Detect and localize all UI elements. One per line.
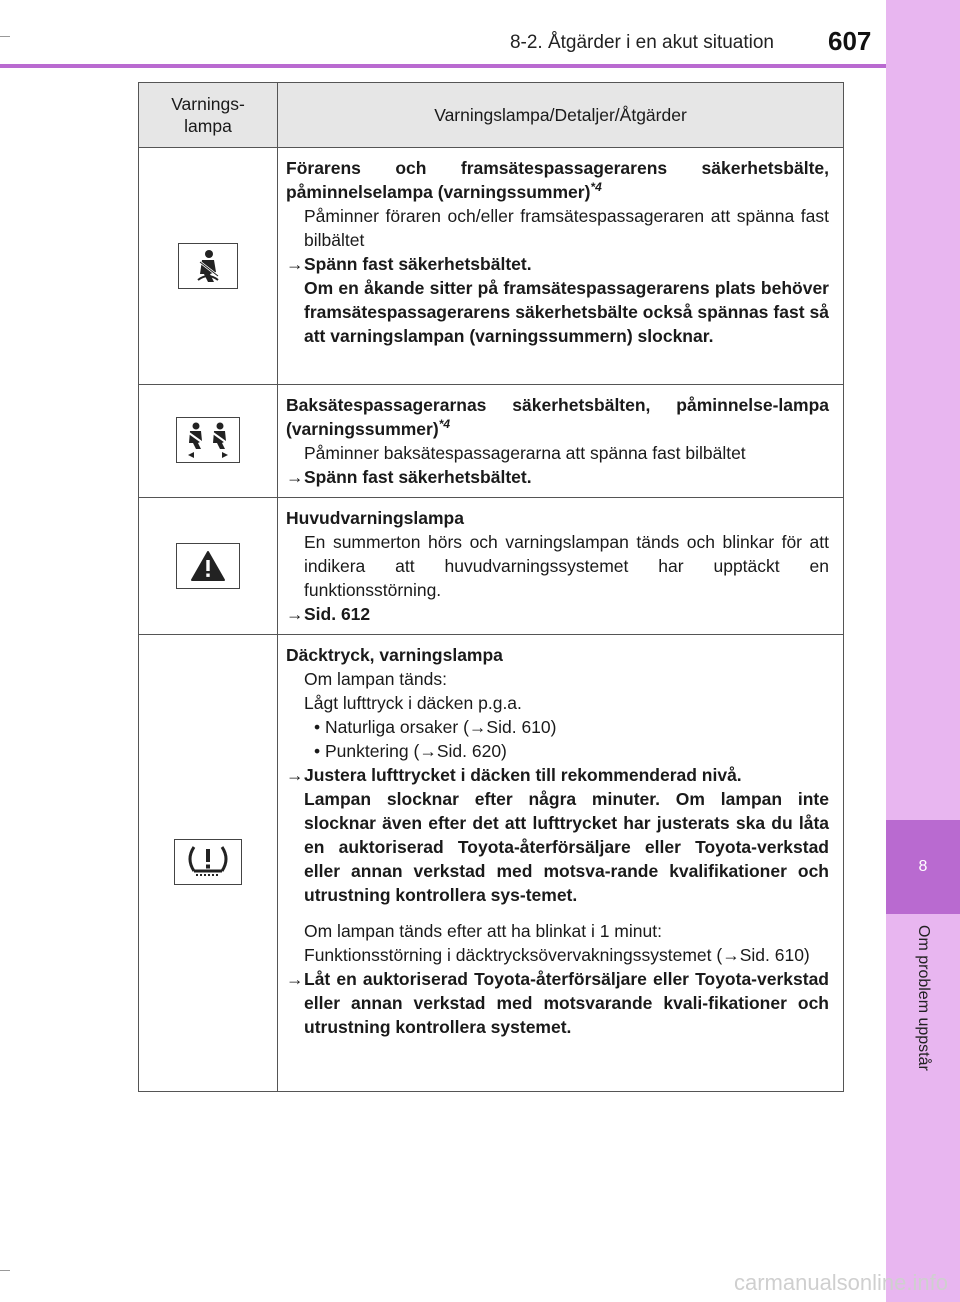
page-number: 607 [828, 26, 872, 56]
action-text: Justera lufttrycket i däcken till rekommenderad nivå. [304, 765, 742, 785]
detail-cell [278, 385, 844, 498]
arrow-icon: → [286, 604, 304, 624]
table-row [139, 498, 844, 635]
lamp-title [286, 156, 829, 204]
rear-seatbelt-icon [176, 417, 240, 463]
chapter-number: 8 [886, 820, 960, 914]
lamp-title: Huvudvarningslampa [286, 508, 464, 528]
tire-pressure-icon [174, 839, 242, 885]
column-header-lamp [139, 83, 278, 148]
lamp-description: Påminner föraren och/eller framsätespassageraren att spänna fast bilbältet [304, 206, 829, 250]
condition-text: Om lampan tänds efter att ha blinkat i 1 minut: [304, 921, 662, 941]
table-header-row [139, 83, 844, 148]
action-text: Låt en auktoriserad Toyota-återförsäljare eller Toyota-verkstad eller annan verkstad med motsvarande kvali-fikationer och utrustning kontrollera systemet. [304, 969, 829, 1037]
footnote-marker: *4 [438, 417, 451, 432]
table-row [139, 385, 844, 498]
detail-cell [278, 498, 844, 635]
chapter-title: Om problem uppstår [915, 925, 932, 1071]
cause-text: Funktionsstörning i däcktrycksövervakningssystemet (→Sid. 610) [304, 945, 810, 965]
icon-cell [139, 385, 278, 498]
lamp-title-text: Baksätespassagerarnas säkerhetsbälten, påminnelse-lampa (varningssummer) [286, 395, 829, 439]
action-line [286, 763, 829, 787]
list-item: • Naturliga orsaker (→Sid. 610) [314, 717, 557, 737]
column-header-lamp-text: Varnings- lampa [171, 94, 245, 136]
arrow-icon: → [286, 969, 304, 989]
cause-text: Lågt lufttryck i däcken p.g.a. [304, 693, 522, 713]
seatbelt-icon [178, 243, 238, 289]
list-item: • Punktering (→Sid. 620) [314, 741, 507, 761]
crop-mark [0, 36, 10, 37]
lamp-description: Påminner baksätespassagerarna att spänna fast bilbältet [304, 443, 746, 463]
warning-table [138, 82, 844, 1092]
section-title: 8-2. Åtgärder i en akut situation [509, 32, 774, 53]
detail-cell [278, 635, 844, 1092]
page-reference: Sid. 612 [304, 604, 371, 624]
arrow-icon: → [286, 254, 304, 274]
lamp-title [286, 393, 829, 441]
action-text: Spänn fast säkerhetsbältet. [304, 254, 532, 274]
crop-mark [0, 1270, 10, 1271]
action-detail: Om en åkande sitter på framsätespassagerarens plats behöver framsätespassagerarens säkerhetsbälte också spännas fast så att varningslampan (varningssummern) slocknar. [304, 278, 829, 346]
master-warning-icon [176, 543, 240, 589]
condition-text: Om lampan tänds: [304, 669, 447, 689]
action-line [286, 602, 829, 626]
icon-cell [139, 498, 278, 635]
lamp-description: En summerton hörs och varningslampan tänds och blinkar för att indikera att huvudvarningssystemet har upptäckt en funktionsstörning. [304, 532, 829, 600]
footnote-marker: *4 [590, 180, 602, 195]
header-rule [0, 64, 886, 68]
action-line [286, 252, 829, 276]
detail-cell [278, 148, 844, 385]
action-line [286, 465, 829, 489]
arrow-icon: → [286, 765, 304, 785]
action-text: Spänn fast säkerhetsbältet. [304, 467, 532, 487]
icon-cell [139, 148, 278, 385]
table-row [139, 635, 844, 1092]
icon-cell [139, 635, 278, 1092]
action-detail: Lampan slocknar efter några minuter. Om lampan inte slocknar även efter det att lufttrycket har justerats ska du låta en auktoriserad Toyota-återförsäljare eller Toyota-verkstad eller annan verkstad med motsva-rande kvalifikationer och utrustning kontrollera sys-temet. [304, 789, 829, 905]
table-row [139, 148, 844, 385]
lamp-title-text: Förarens och framsätespassagerarens säkerhetsbälte, påminnelselampa (varningssummer) [286, 158, 829, 202]
lamp-title: Däcktryck, varningslampa [286, 645, 503, 665]
watermark: carmanualsonline.info [733, 1270, 948, 1295]
action-line [286, 967, 829, 1039]
column-header-details: Varningslampa/Detaljer/Åtgärder [278, 83, 844, 148]
arrow-icon: → [286, 467, 304, 487]
